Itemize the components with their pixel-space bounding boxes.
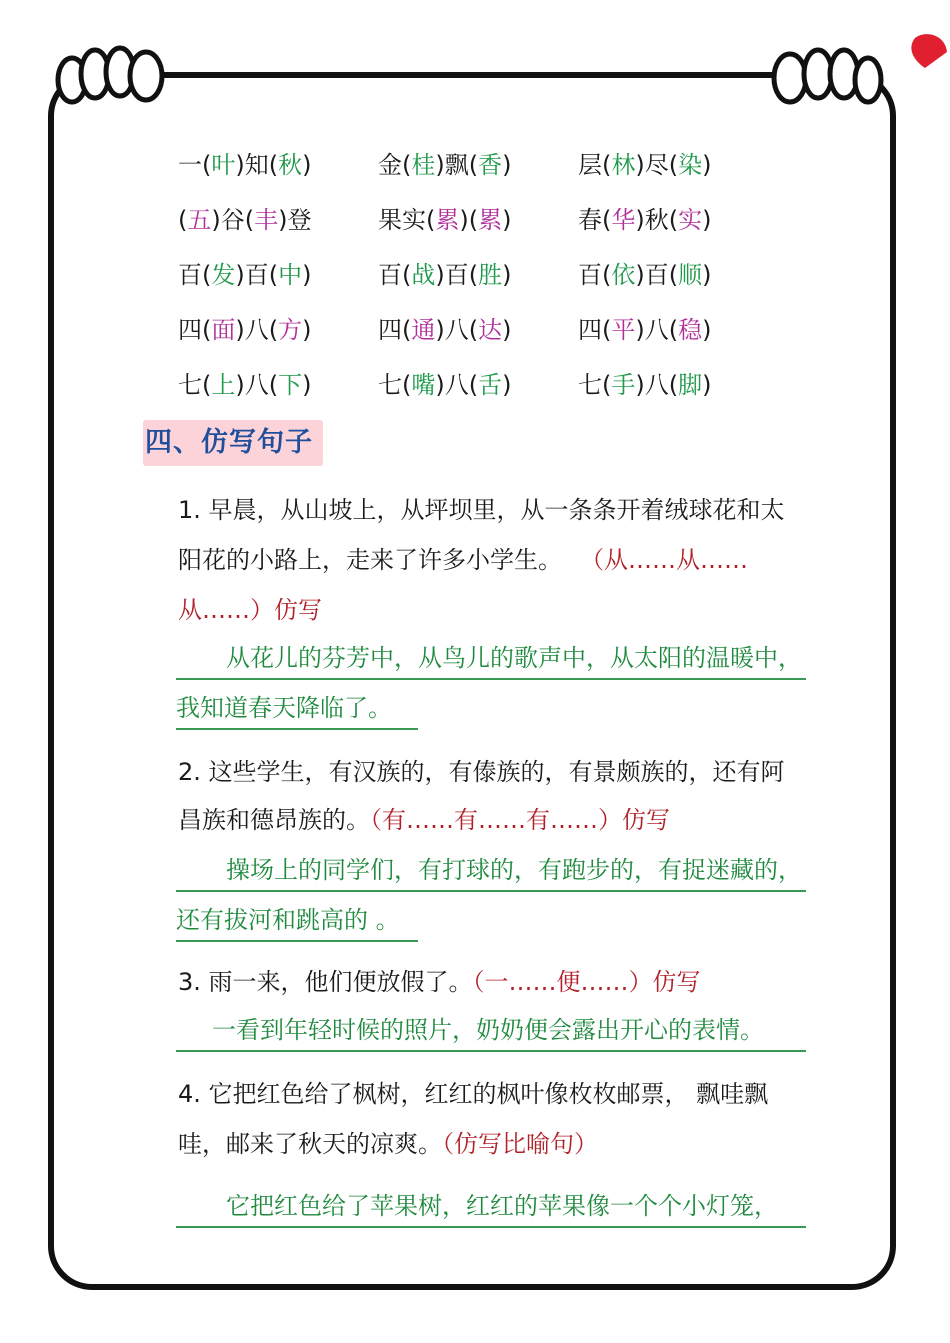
idiom-text: ) bbox=[502, 316, 512, 344]
idiom-answer-char: 五 bbox=[187, 206, 212, 234]
idiom-answer-char: 战 bbox=[411, 261, 436, 289]
answer-2-text-2: 还有拔河和跳高的 。 bbox=[176, 906, 400, 934]
idiom-text: ) bbox=[702, 151, 712, 179]
question-1-hint-a: （从……从…… bbox=[592, 546, 748, 574]
idiom-text: )谷( bbox=[211, 206, 255, 234]
idiom-text: )八( bbox=[435, 316, 479, 344]
idiom-text: )尽( bbox=[635, 151, 679, 179]
idiom-text: ) bbox=[702, 371, 712, 399]
answer-1-text-2: 我知道春天降临了。 bbox=[176, 694, 392, 722]
idiom-answer-char: 脚 bbox=[678, 371, 703, 399]
answer-2-line-1 bbox=[176, 850, 806, 892]
idiom-answer-char: 累 bbox=[478, 206, 503, 234]
idiom-item bbox=[378, 145, 511, 185]
idiom-text: ) bbox=[702, 261, 712, 289]
question-2-text: 昌族和德昂族的。 bbox=[178, 806, 370, 834]
idiom-text: ) bbox=[502, 151, 512, 179]
idiom-answer-char: 累 bbox=[435, 206, 460, 234]
idiom-text: )百( bbox=[435, 261, 479, 289]
answer-1-line-1 bbox=[176, 638, 806, 680]
answer-1-line-2 bbox=[176, 688, 418, 730]
idiom-answer-char: 中 bbox=[278, 261, 303, 289]
idiom-text: ) bbox=[502, 371, 512, 399]
idiom-text: 春( bbox=[578, 206, 612, 234]
idiom-text: 四( bbox=[378, 316, 412, 344]
idiom-text: )八( bbox=[435, 371, 479, 399]
answer-1-text-1: 从花儿的芬芳中，从鸟儿的歌声中，从太阳的温暖中， bbox=[226, 644, 802, 672]
idiom-item bbox=[578, 145, 711, 185]
idiom-answer-char: 嘴 bbox=[411, 371, 436, 399]
idiom-text: ) bbox=[502, 261, 512, 289]
idiom-text: )百( bbox=[235, 261, 279, 289]
answer-2-text-1: 操场上的同学们，有打球的，有跑步的，有捉迷藏的， bbox=[226, 856, 802, 884]
idiom-answer-char: 通 bbox=[411, 316, 436, 344]
idiom-item bbox=[378, 200, 511, 240]
answer-2-line-2 bbox=[176, 900, 418, 942]
idiom-text: 百( bbox=[378, 261, 412, 289]
idiom-answer-char: 上 bbox=[211, 371, 236, 399]
idiom-answer-char: 方 bbox=[278, 316, 303, 344]
idiom-text: 果实( bbox=[378, 206, 436, 234]
question-1-line-1: 1. 早晨，从山坡上，从坪坝里，从一条条开着绒球花和太 bbox=[178, 496, 785, 524]
idiom-text: 七( bbox=[378, 371, 412, 399]
cartoon-hands-right-icon bbox=[760, 38, 890, 108]
question-4-text: 哇，邮来了秋天的凉爽。 bbox=[178, 1130, 442, 1158]
idiom-answer-char: 依 bbox=[611, 261, 636, 289]
idiom-item bbox=[378, 310, 511, 350]
idiom-item bbox=[578, 200, 711, 240]
idiom-item bbox=[378, 365, 511, 405]
idiom-row bbox=[178, 200, 778, 255]
idiom-text: ) bbox=[302, 371, 312, 399]
idiom-text: )八( bbox=[635, 371, 679, 399]
idiom-answer-char: 平 bbox=[611, 316, 636, 344]
idiom-text: )( bbox=[459, 206, 479, 234]
idiom-text: 百( bbox=[178, 261, 212, 289]
answer-4-text-1: 它把红色给了苹果树，红红的苹果像一个个小灯笼， bbox=[226, 1192, 778, 1220]
idiom-text: 一( bbox=[178, 151, 212, 179]
idiom-text: ) bbox=[302, 261, 312, 289]
idiom-item bbox=[178, 145, 311, 185]
idiom-text: )飘( bbox=[435, 151, 479, 179]
idiom-answer-char: 秋 bbox=[278, 151, 303, 179]
idiom-text: )八( bbox=[235, 371, 279, 399]
idiom-text: )百( bbox=[635, 261, 679, 289]
idiom-grid bbox=[178, 145, 778, 420]
heart-icon bbox=[905, 30, 950, 70]
idiom-row bbox=[178, 255, 778, 310]
idiom-answer-char: 染 bbox=[678, 151, 703, 179]
answer-3-text-1: 一看到年轻时候的照片，奶奶便会露出开心的表情。 bbox=[212, 1016, 764, 1044]
idiom-item bbox=[178, 200, 311, 240]
idiom-text: 层( bbox=[578, 151, 612, 179]
idiom-item bbox=[178, 310, 311, 350]
idiom-answer-char: 舌 bbox=[478, 371, 503, 399]
question-4-line-1: 4. 它把红色给了枫树，红红的枫叶像枚枚邮票， 飘哇飘 bbox=[178, 1080, 769, 1108]
idiom-answer-char: 发 bbox=[211, 261, 236, 289]
answer-3-line-1 bbox=[176, 1010, 806, 1052]
idiom-text: 七( bbox=[578, 371, 612, 399]
question-3-hint: （一……便……）仿写 bbox=[472, 968, 701, 996]
idiom-answer-char: 实 bbox=[678, 206, 703, 234]
idiom-text: 金( bbox=[378, 151, 412, 179]
idiom-text: )八( bbox=[235, 316, 279, 344]
question-4-line-2 bbox=[178, 1124, 598, 1164]
idiom-answer-char: 稳 bbox=[678, 316, 703, 344]
idiom-text: 七( bbox=[178, 371, 212, 399]
idiom-text: ) bbox=[702, 316, 712, 344]
idiom-text: ( bbox=[178, 206, 188, 234]
idiom-answer-char: 面 bbox=[211, 316, 236, 344]
idiom-answer-char: 胜 bbox=[478, 261, 503, 289]
idiom-text: )知( bbox=[235, 151, 279, 179]
idiom-text: ) bbox=[702, 206, 712, 234]
answer-4-line-1 bbox=[176, 1186, 806, 1228]
question-1-text: 阳花的小路上，走来了许多小学生。 bbox=[178, 546, 562, 574]
question-3-text: 3. 雨一来，他们便放假了。 bbox=[178, 968, 473, 996]
idiom-answer-char: 手 bbox=[611, 371, 636, 399]
question-1-hint-b: 从……）仿写 bbox=[178, 596, 322, 624]
idiom-answer-char: 香 bbox=[478, 151, 503, 179]
question-2-line-2 bbox=[178, 800, 670, 840]
idiom-item bbox=[178, 365, 311, 405]
idiom-text: )登 bbox=[278, 206, 312, 234]
idiom-row bbox=[178, 310, 778, 365]
idiom-row bbox=[178, 145, 778, 200]
idiom-answer-char: 桂 bbox=[411, 151, 436, 179]
idiom-text: 四( bbox=[578, 316, 612, 344]
idiom-text: )秋( bbox=[635, 206, 679, 234]
idiom-item bbox=[178, 255, 311, 295]
question-3-line-1 bbox=[178, 962, 701, 1002]
question-2-hint: （有……有……有……）仿写 bbox=[370, 806, 670, 834]
section-title: 四、仿写句子 bbox=[143, 420, 323, 466]
idiom-item bbox=[578, 365, 711, 405]
idiom-row bbox=[178, 365, 778, 420]
idiom-answer-char: 顺 bbox=[678, 261, 703, 289]
cartoon-hands-left-icon bbox=[50, 38, 180, 108]
idiom-answer-char: 叶 bbox=[211, 151, 236, 179]
question-1-line-2 bbox=[178, 540, 748, 580]
idiom-text: ) bbox=[302, 151, 312, 179]
idiom-answer-char: 达 bbox=[478, 316, 503, 344]
idiom-item bbox=[378, 255, 511, 295]
idiom-item bbox=[578, 255, 711, 295]
question-4-hint: （仿写比喻句） bbox=[442, 1130, 598, 1158]
idiom-answer-char: 丰 bbox=[254, 206, 279, 234]
idiom-text: )八( bbox=[635, 316, 679, 344]
idiom-text: 四( bbox=[178, 316, 212, 344]
idiom-answer-char: 华 bbox=[611, 206, 636, 234]
question-2-line-1: 2. 这些学生，有汉族的，有傣族的，有景颇族的，还有阿 bbox=[178, 758, 785, 786]
idiom-text: 百( bbox=[578, 261, 612, 289]
idiom-text: ) bbox=[302, 316, 312, 344]
idiom-answer-char: 林 bbox=[611, 151, 636, 179]
idiom-item bbox=[578, 310, 711, 350]
idiom-answer-char: 下 bbox=[278, 371, 303, 399]
idiom-text: ) bbox=[502, 206, 512, 234]
